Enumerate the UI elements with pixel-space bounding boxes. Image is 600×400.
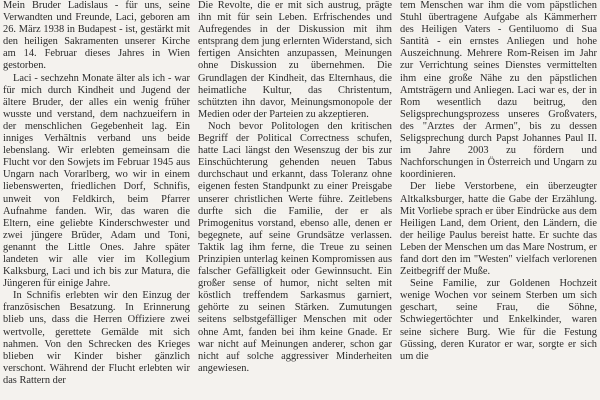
- text-column-right: [400, 0, 597, 363]
- paragraph: Die Revolte, die er mit sich austrug, prägte ihn mit für sein Leben. Erfrischendes und Aufregendes in der Diskussion mit ihm entsprang dem jung erlernten Widerstand, sich fertigen Ansichten anzupassen, Meinungen ohne Diskussion zu übernehmen. Die Grundlagen der Kindheit, das Elternhaus, die heimatliche Kultur, das Christentum, schützten ihn davor, Meinungsmonopole der Medien oder der Parteien zu akzeptieren.: [198, 0, 392, 120]
- text-column-middle: [198, 0, 392, 375]
- paragraph: Laci - sechzehn Monate älter als ich - war für mich durch Kindheit und Jugend der ältere Bruder, der alles ein wenig früher wusste und verstand, dem nachzueifern in der menschlichen Gegebenheit lag. Ein inniges Verhältnis verband uns beide lebenslang. Wir erlebten gemeinsam die Flucht vor den Sowjets im Februar 1945 aus Ungarn nach Vorarlberg, wo wir in einem liebenswerten, friedlichen Dorf, Schnifis, unweit von Feldkirch, beim Pfarrer Aufnahme fanden. Wir, das waren die Eltern, eine geliebte Kinderschwester und zwei jüngere Brüder, Adam und Toni, genannt the Little Ones. Jahre später landeten wir alle vier im Kollegium Kalksburg, Laci und ich bis zur Matura, die Jüngeren für einige Jahre.: [3, 72, 190, 290]
- paragraph: In Schnifis erlebten wir den Einzug der französischen Besatzung. In Erinnerung blieb uns, dass die Herren Offiziere zwei wertvolle, gerettete Gemälde mit sich nahmen. Von den Schrecken des Krieges blieben wir Kinder bisher gänzlich verschont. Während der Flucht erlebten wir das Rattern der: [3, 290, 190, 386]
- paragraph: Der liebe Verstorbene, ein überzeugter Altkalksburger, hatte die Gabe der Erzählung. Mit Vorliebe sprach er über Eindrücke aus dem Heiligen Land, dem Orient, den Ländern, die der heilige Paulus bereist hatte. Er suchte das Leben der Menschen um das Mare Nostrum, er fand dort den im "Westen" vielfach verlorenen Zeitbegriff der Muße.: [400, 181, 597, 278]
- paragraph: Seine Familie, zur Goldenen Hochzeit wenige Wochen vor seinem Sterben um sich geschart, seine Frau, die Söhne, Schwiegertöchter und Enkelkinder, waren seine sichere Burg. Wie für die Festung Güssing, deren Kurator er war, sorgte er sich um die: [400, 278, 597, 362]
- paragraph: Mein Bruder Ladislaus - für uns, seine Verwandten und Freunde, Laci, geboren am 26. März 1938 in Budapest - ist, gestärkt mit den heiligen Sakramenten unserer Kirche am 14. Februar dieses Jahres in Wien gestorben.: [3, 0, 190, 72]
- paragraph: Noch bevor Politologen den kritischen Begriff der Political Correctness schufen, hatte Laci längst den Wesenszug der bis zur Einschüchterung gehenden neuen Tabus durchschaut und erkannt, dass Toleranz ohne eigenen festen Standpunkt zu einer Preisgabe unserer christlichen Werte führe. Zeitlebens durfte sich die Familie, der er als Primogenitus vorstand, ebenso alle, denen er begegnete, auf seine Grundsätze verlassen. Taktik lag ihm ferne, die Treue zu seinen Prinzipien unterlag keinen Kompromissen aus falscher Gefälligkeit oder Gewinnsucht. Ein großer sense of humor, nicht selten mit köstlich treffendem Sarkasmus garniert, gehörte zu seinen Stärken. Zumutungen seitens selbstgefälliger Menschen mit oder ohne Amt, fanden bei ihm keine Gnade. Er war nicht auf Meinungen anderer, schon gar nicht auf solche aggressiver Minderheiten angewiesen.: [198, 120, 392, 374]
- text-column-left: [3, 0, 190, 387]
- paragraph: tem Menschen war ihm die vom päpstlichen Stuhl übertragene Aufgabe als Kämmerherr des Heiligen Vaters - Gentiluomo di Sua Santità - ein ernstes Anliegen und hohe Auszeichnung. Mehrere Rom-Reisen im Jahr zur Verrichtung seines Dienstes vermittelten ihm eine große Nähe zu den päpstlichen Amtsträgern und Anliegen. Laci war es, der in Rom wesentlich dazu beitrug, den Seligsprechungsprozess unseres Großvaters, des "Arztes der Armen", bis zu dessen Seligsprechung durch Papst Johannes Paul II. im Jahre 2003 zu fördern und Nachforschungen in Österreich und Ungarn zu koordinieren.: [400, 0, 597, 181]
